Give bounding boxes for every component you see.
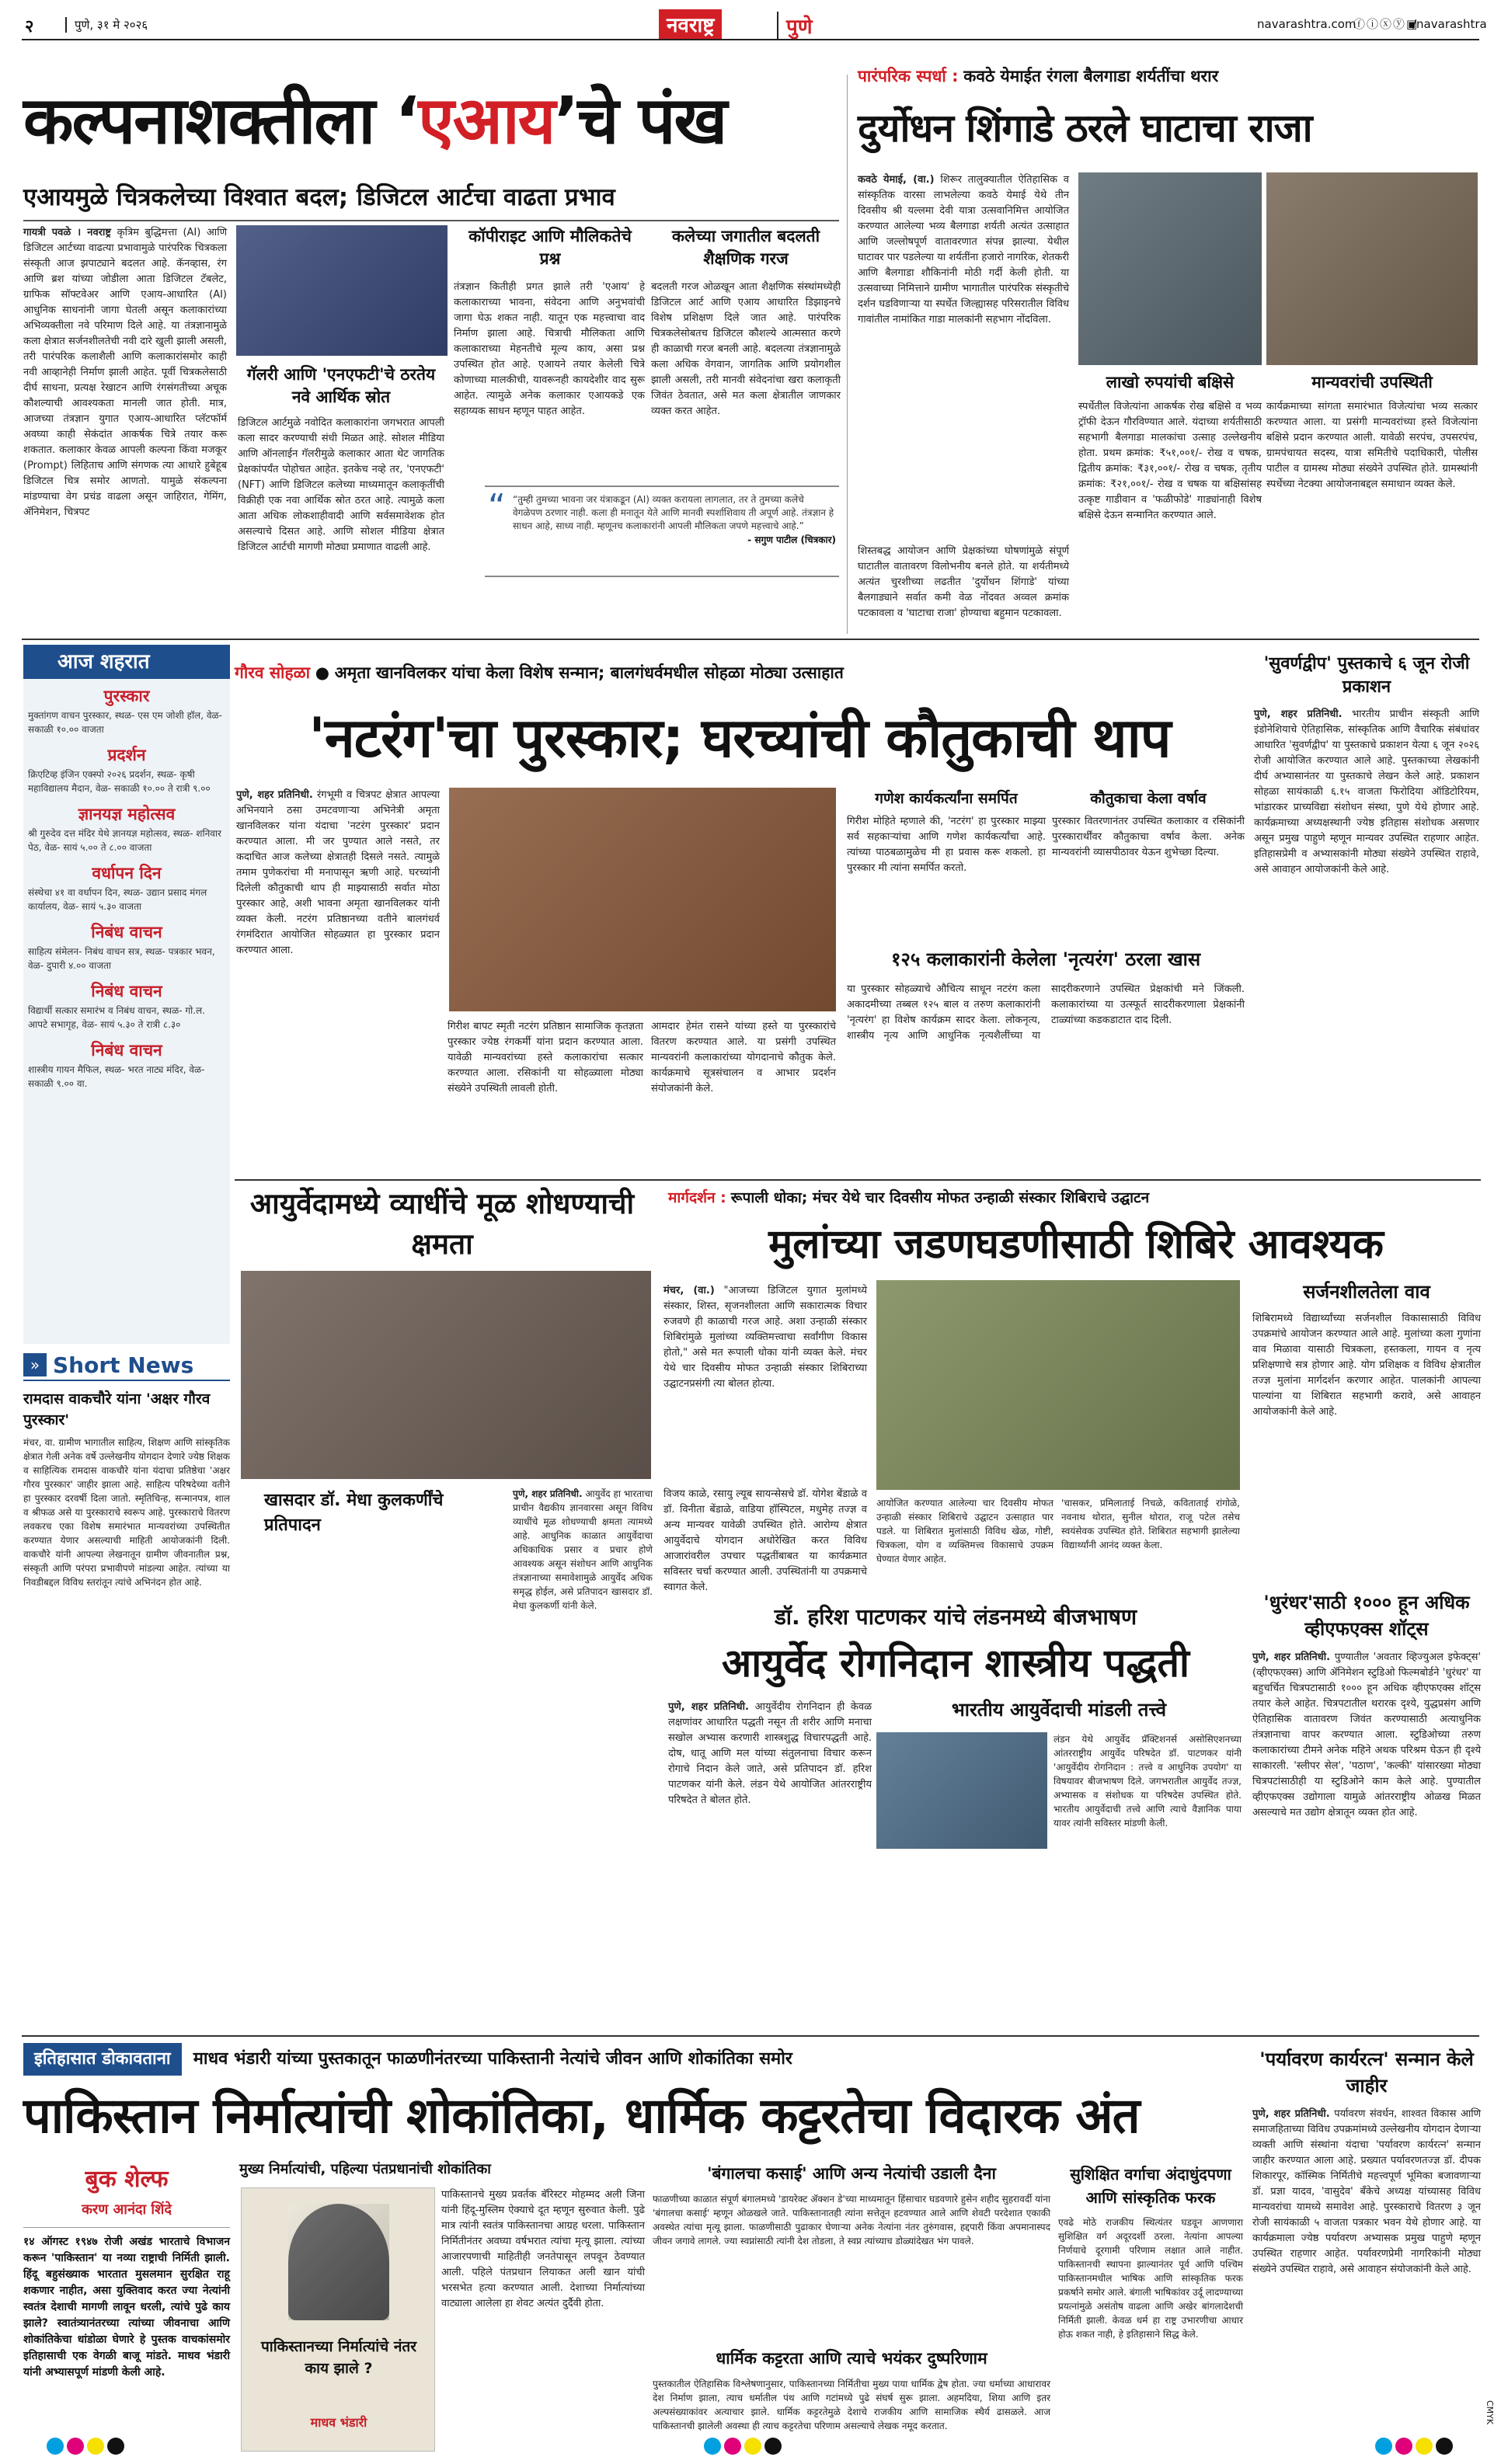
book-cover-portrait (288, 2204, 389, 2320)
bull-prize-body: स्पर्धेतील विजेत्यांना आकर्षक रोख बक्षिसे व भव्य ट्रॉफी देऊन गौरविण्यात आले. यंदाच्या शर्यतीसाठी सहभागी बैलगाडा मालकांचा उत्साह उल्लेखनीय होता. प्रथम क्रमांक: ₹५१,००१/- रोख व चषक, द्वितीय क्रमांक: ₹३१,००१/- रोख व चषक, तृतीय क्रमांक: ₹२१,००१/- रोख व चषक या बक्षिसांसह उत्कृष्ट गाडीवान व 'फळीफोडे' गाड्यांनाही विशेष बक्षिसे देऊन सन्मानित करण्यात आले. (1078, 401, 1262, 521)
listing-item-title: निबंध वाचन (91, 982, 162, 1001)
ai-photo (236, 225, 448, 356)
cmyk-label: CMYK (1485, 2400, 1495, 2425)
bull-body-col1: कवठे येमाई, (वा.) शिरूर तालुक्यातील ऐतिहासिक व सांस्कृतिक वारसा लाभलेल्या कवठे येमाई येथे तीन दिवसीय श्री यल्लमा देवी यात्रा उत्सवानिमित्त आयोजित करण्यात आलेल्या भव्य बैलगाडा शर्यती अत्यंत उत्साहात आणि जल्लोषपूर्ण वातावरणात संपन्न झाल्या. येथील घाटावर पार पडलेल्या या शर्यतींना हजारो नागरिक, शेतकरी आणि बैलगाडा शौकिनांनी मोठी गर्दी केली होती. या उत्सवाच्या निमित्ताने ग्रामीण भागातील पारंपरिक संस्कृतीचे दर्शन घडविणाऱ्या या स्पर्धेत जिल्ह्यासह परिसरातील विविध गावांतील नामांकित गाडा मालकांनी सहभाग नोंदविला. (858, 174, 1069, 325)
bull-headline: दुर्योधन शिंगाडे ठरले घाटाचा राजा (858, 106, 1312, 151)
pak-cult-body: एवढे मोठे राजकीय स्थित्यंतर घडवून आणणारा सुशिक्षित वर्ग अदूरदर्शी ठरला. नेत्यांना आपल्या निर्णयाचे दूरगामी परिणाम लक्षात आले नाहीत. पाकिस्तानची स्थापना झाल्यानंतर पूर्व आणि पश्चिम पाकिस्तानमधील भाषिक आणि सांस्कृतिक फरक प्रकर्षाने समोर आले. बंगाली भाषिकांवर उर्दू लादण्याच्या प्रयत्नांमुळे असंतोष वाढला आणि अखेर बांगलादेशची निर्मिती झाली. केवळ धर्म हा राष्ट्र उभारणीचा आधार होऊ शकत नाही, हे इतिहासाने सिद्ध केले. (1058, 2217, 1243, 2340)
patankar-photo (876, 1732, 1047, 1849)
registration-mark (67, 2438, 84, 2455)
registration-mark (1375, 2438, 1392, 2455)
pak-drama-head: धार्मिक कट्टरता आणि त्याचे भयंकर दुष्परिणाम (716, 2349, 987, 2368)
listing-item (28, 802, 225, 854)
registration-mark (724, 2438, 741, 2455)
listing-item-title: वर्धापन दिन (92, 864, 162, 882)
registration-mark (1395, 2438, 1412, 2455)
camp-kicker: मार्गदर्शन : रूपाली धोका; मंचर येथे चार दिवसीय मोफत उन्हाळी संस्कार शिबिराचे उद्घाटन (668, 1189, 1150, 1206)
bull-trophy-photo (1078, 172, 1262, 365)
bull-prize-head: लाखो रुपयांची बक्षिसे (1106, 373, 1235, 392)
ai-quote-box: “ “तुम्ही तुमच्या भावना जर यंत्राकडून (AI) व्यक्त करायला लागलात, तर ते तुमच्या कलेचे वेगळेपण ठरणार नाही. कला ही मनातून येते आणि मानवी स्पर्शाशिवाय ती अपूर्ण आहे. तंत्रज्ञान हे साधन आहे, साध्य नाही. म्हणूनच कलाकारांनी आपली मौलिकता जपणे महत्त्वाचे आहे.” - सगुण पाटील (चित्रकार) (485, 485, 839, 577)
social-handle[interactable]: /navarashtra (1412, 17, 1487, 31)
listing-item-title: निबंध वाचन (91, 1041, 162, 1060)
listing-item (28, 743, 225, 795)
ayur-body-col1: पुणे, शहर प्रतिनिधी. आयुर्वेद हा भारताचा प्राचीन वैद्यकीय ज्ञानवारसा असून विविध व्याधींचे मूळ शोधण्याची क्षमता त्यामध्ये आहे. आधुनिक काळात आयुर्वेदाचा अधिकाधिक प्रसार व प्रचार होणे आवश्यक असून संशोधन आणि आधुनिक तंत्रज्ञानाच्या समावेशामुळे आयुर्वेद अधिक समृद्ध होईल, असे प्रतिपादन खासदार डॉ. मेधा कुलकर्णी यांनी केले. (513, 1488, 653, 1611)
listing-item-title: ज्ञानयज्ञ महोत्सव (78, 805, 176, 823)
ai-headline: कल्पनाशक्तीला ‘एआय’चे पंख (23, 82, 726, 158)
listing-items (23, 679, 230, 1101)
brand-logo: नवराष्ट्र (659, 9, 722, 39)
book-cover: पाकिस्तानच्या निर्मात्यांचे नंतर काय झाले ? माधव भंडारी (241, 2187, 435, 2452)
bull-body-col2: शिस्तबद्ध आयोजन आणि प्रेक्षकांच्या घोषणांमुळे संपूर्ण घाटातील वातावरण विलोभनीय बनले होते. या शर्यतीमध्ये अत्यंत चुरशीच्या लढतीत 'दुर्योधन शिंगाडे' यांच्या बैलगाड्याने सर्वात कमी वेळ नोंदवत अव्वल क्रमांक पटकावला व 'घाटाचा राजा' होण्याचा बहुमान पटकावला. (858, 545, 1069, 619)
listing-item (28, 1038, 225, 1091)
bull-winners-photo (1266, 172, 1478, 365)
header-date: पुणे, ३१ मे २०२६ (65, 17, 148, 33)
natarang-kicker: गौरव सोहळा ● अमृता खानविलकर यांचा केला विशेष सन्मान; बालगंधर्वमधील सोहळा मोठ्या उत्साहात (235, 663, 844, 682)
short-news-head: रामदास वाकचौरे यांना 'अक्षर गौरव पुरस्कार' (23, 1390, 211, 1429)
registration-mark (107, 2438, 124, 2455)
ai-gallery-body: डिजिटल आर्टमुळे नवोदित कलाकारांना जगभरात आपली कला सादर करण्याची संधी मिळत आहे. सोशल मीडिया आणि ऑनलाईन गॅलरीमुळे कलाकार आता थेट जागतिक प्रेक्षकांपर्यंत पोहोचत आहेत. इतकेच नव्हे तर, 'एनएफटी' (NFT) आणि डिजिटल कलेच्या माध्यमातून कलाकृतींची विक्रीही एक नवा आर्थिक स्रोत ठरत आहे. त्यामुळे कला आता अधिक लोकशाहीवादी आणि सर्वसमावेशक होत असल्याचे दिसत आहे. आणि सोशल मीडिया क्षेत्रात डिजिटल आर्टची मागणी मोठ्या प्रमाणात वाढली आहे. (238, 417, 444, 553)
registration-mark (704, 2438, 721, 2455)
listing-item-detail: संस्थेचा ४१ वा वर्धापन दिन, स्थळ- उद्यान प्रसाद मंगल कार्यालय, वेळ- सायं ५.३० वाजता (28, 887, 207, 912)
kautuk-head: कौतुकाचा केला वर्षाव (1090, 790, 1207, 807)
listing-item-detail: विद्यार्थी सत्कार समारंभ व निबंध वाचन, स्थळ- गो.ल. आपटे सभागृह, वेळ- सायं ५.३० ते रात्री ८.३० (28, 1005, 205, 1030)
listing-item-detail: मुक्तांगण वाचन पुरस्कार, स्थळ- एस एम जोशी हॉल, वेळ- सकाळी १०.०० वाजता (28, 710, 222, 735)
pak-headline: पाकिस्तान निर्मात्यांची शोकांतिका, धार्मिक कट्टरतेचा विदारक अंत (23, 2087, 1140, 2144)
natarang-body-col3: आमदार हेमंत रासने यांच्या हस्ते या पुरस्कारांचे वितरण करण्यात आले. या प्रसंगी उपस्थित मान्यवरांनी कलाकारांच्या योगदानाचे कौतुक केले. कार्यक्रमाचे सूत्रसंचालन व आभार प्रदर्शन संयोजकांनी केले. (651, 1021, 836, 1095)
pak-bengal-body: फाळणीच्या काळात संपूर्ण बंगालमध्ये 'डायरेक्ट ॲक्शन डे'च्या माध्यमातून हिंसाचार घडवणारे हुसेन शहीद सुहरावर्दी यांना 'बंगालचा कसाई' म्हणून ओळखले जाते. पाकिस्तानातही त्यांना सत्तेतून हटवण्यात आले आणि शेवटी परदेशात एकाकी अवस्थेत त्यांचा मृत्यू झाला. फाळणीसाठी पुढाकार घेणाऱ्या अनेक नेत्यांना नंतर तुरुंगवास, हद्दपारी किंवा अपमानास्पद जीवन जगावे लागले. ज्या स्वप्नांसाठी त्यांनी देश तोडला, ते स्वप्न त्यांच्याच डोळ्यांदेखत भंग पावले. (653, 2194, 1050, 2246)
listing-item (28, 684, 225, 736)
listing-sidebar (23, 645, 230, 1344)
patankar-box-body: लंडन येथे आयुर्वेद प्रॅक्टिशनर्स असोसिएशनच्या आंतरराष्ट्रीय आयुर्वेद परिषदेत डॉ. पाटणकर यांनी 'आयुर्वेदीय रोगनिदान : तत्त्वे व आधुनिक उपयोग' या विषयावर बीजभाषण दिले. जगभरातील आयुर्वेद तज्ज्ञ, अभ्यासक व संशोधक या परिषदेस उपस्थित होते. भारतीय आयुर्वेदाची तत्त्वे आणि त्याचे वैज्ञानिक पाया यावर त्यांनी सविस्तर मांडणी केली. (1053, 1734, 1242, 1829)
env-head: 'पर्यावरण कार्यरत्न' सन्मान केले जाहीर (1259, 2048, 1474, 2097)
nritya-head: १२५ कलाकारांनी केलेला 'नृत्यरंग' ठरला खास (890, 948, 1201, 970)
header-edition: पुणे (777, 12, 813, 40)
ai-copyright-head: कॉपीराइट आणि मौलिकतेचे प्रश्न (468, 227, 632, 268)
listing-item-detail: क्रिएटिव्ह इंजिन एक्स्पो २०२६ प्रदर्शन, स्थळ- कृषी महाविद्यालय मैदान, वेळ- सकाळी १०.०० ते रात्री ९.०० (28, 769, 211, 794)
natarang-body-col2: गिरीश बापट स्मृती नटरंग प्रतिष्ठान सामाजिक कृतज्ञता पुरस्कार ज्येष्ठ रंगकर्मी यांना प्रदान करण्यात आला. यावेळी मान्यवरांच्या हस्ते कलाकारांचा सत्कार करण्यात आला. रसिकांनी या सोहळ्याला मोठ्या संख्येने उपस्थिती लावली होती. (448, 1021, 643, 1095)
ganesh-head: गणेश कार्यकर्त्यांना समर्पित (875, 790, 1018, 807)
masthead (22, 9, 1487, 40)
registration-mark (87, 2438, 104, 2455)
natarang-photo (449, 788, 836, 1011)
short-news-title: » Short News (23, 1350, 230, 1381)
patankar-kicker: डॉ. हरिश पाटणकर यांचे लंडनमध्ये बीजभाषण (774, 1604, 1137, 1630)
registration-mark (1416, 2438, 1433, 2455)
divider (23, 220, 839, 221)
book-shelf-logo: बुक शेल्फ करण आनंदा शिंदे (23, 2159, 230, 2228)
camp-body-col3: 'चासकर, प्रमिलाताई निचळे, कविताताई रांगोळे, नवनाथ थोरात, सुनील थोरात, राजू पटेल तसेच स्वयंसेवक उपस्थित होते. शिबिरात सहभागी झालेल्या विद्यार्थ्यांनी आनंद व्यक्त केला. (1061, 1498, 1240, 1550)
listing-item-title: पुरस्कार (103, 687, 150, 705)
camp-photo (876, 1280, 1240, 1490)
listing-item (28, 920, 225, 973)
listing-item-title: निबंध वाचन (91, 923, 162, 941)
site-url[interactable]: navarashtra.com (1257, 17, 1356, 31)
ayur-headline: आयुर्वेदामध्ये व्याधींचे मूळ शोधण्याची क्षमता (249, 1187, 635, 1261)
ai-copyright-body: तंत्रज्ञान कितीही प्रगत झाले तरी 'एआय' हे कलाकाराच्या भावना, संवेदना आणि अनुभवांची जागा घेऊ शकत नाही. यातून एक महत्त्वाचा वाद निर्माण झाला आहे. चित्राची मौलिकता आणि कलाकाराच्या मेहनतीचे मूल्य काय, असा प्रश्न उपस्थित होत आहे. एआयने तयार केलेली चित्रे कोणाच्या मालकीची, यावरूनही कायदेशीर वाद सुरू आहेत. त्यामुळे अनेक कलाकार एआयकडे एक सहाय्यक साधन म्हणून पाहत आहेत. (454, 281, 645, 417)
vfx-head: 'धुरंधर'साठी १००० हून अधिक व्हीएफएक्स शॉट्स (1263, 1592, 1470, 1640)
camp-body-col2: आयोजित करण्यात आलेल्या चार दिवसीय मोफत उन्हाळी संस्कार शिबिराचे उद्घाटन उत्साहात पार पडले. या शिबिरात मुलांसाठी विविध खेळ, गोष्टी, चित्रकला, योग व व्यक्तिमत्त्व विकासाचे उपक्रम घेण्यात येणार आहेत. (876, 1498, 1053, 1564)
listing-title: आज शहरात (23, 645, 230, 679)
patankar-body-col1: पुणे, शहर प्रतिनिधी. आयुर्वेदीय रोगनिदान ही केवळ लक्षणांवर आधारित पद्धती नसून ती शरीर आणि मनाचा सखोल अभ्यास करणारी शास्त्रशुद्ध विचारपद्धती आहे. दोष, धातू आणि मल यांच्या संतुलनाचा विचार करून रोगाचे निदान केले जाते, असे प्रतिपादन डॉ. हरिश पाटणकर यांनी केले. लंडन येथे आयोजित आंतरराष्ट्रीय परिषदेत ते बोलत होते. (668, 1701, 872, 1806)
pak-bengal-head: 'बंगालचा कसाई' आणि अन्य नेत्यांची उडाली दैना (707, 2164, 996, 2183)
suvarnadweep-head: 'सुवर्णद्वीप' पुस्तकाचे ६ जून रोजी प्रकाशन (1263, 654, 1470, 697)
page-number: २ (25, 17, 34, 37)
quote-mark-icon: “ (488, 487, 506, 527)
bull-guest-head: मान्यवरांची उपस्थिती (1311, 373, 1433, 392)
pak-cult-head: सुशिक्षित वर्गाचा अंदाधुंदपणा आणि सांस्कृतिक फरक (1070, 2165, 1231, 2207)
listing-item-detail: साहित्य संमेलन- निबंध वाचन सत्र, स्थळ- पत्रकार भवन, वेळ- दुपारी ४.०० वाजता (28, 946, 215, 971)
bull-guest-body: कार्यक्रमाच्या सांगता समारंभात विजेत्यांचा भव्य सत्कार करण्यात आला. या प्रसंगी मान्यवरांच्या हस्ते विजेत्यांना बक्षिसे प्रदान करण्यात आली. यावेळी सरपंच, उपसरपंच, ग्रामपंचायत सदस्य, यात्रा समितीचे पदाधिकारी, पोलीस पाटील व ग्रामस्थ मोठ्या संख्येने उपस्थित होते. ग्रामस्थांनी स्पर्धेच्या नेटक्या आयोजनाबद्दल समाधान व्यक्त केले. (1266, 401, 1478, 490)
bull-kicker: पारंपरिक स्पर्धा : कवठे येमाईत रंगला बैलगाडा शर्यतींचा थरार (858, 67, 1219, 85)
pak-kicker-bar: इतिहासात डोकावताना माधव भंडारी यांच्या पुस्तकातून फाळणीनंतरच्या पाकिस्तानी नेत्यांचे जीवन आणि शोकांतिका समोर (23, 2043, 1251, 2076)
ayur-photo (241, 1271, 651, 1479)
ai-gallery-head: गॅलरी आणि 'एनएफटी'चे ठरतेय नवे आर्थिक स्रोत (246, 365, 436, 406)
listing-item (28, 861, 225, 914)
kautuk-body: पुरस्कार वितरणानंतर उपस्थित कलाकार व रसिकांनी पुरस्कारार्थींवर कौतुकाचा वर्षाव केला. अनेक मान्यवरांनी व्यासपीठावर येऊन शुभेच्छा दिल्या. (1052, 816, 1245, 858)
listing-item-detail: श्री गुरुदेव दत्त मंदिर येथे ज्ञानयज्ञ महोत्सव, स्थळ- शनिवार पेठ, वेळ- सायं ५.०० ते ८.०० वाजता (28, 828, 221, 853)
suvarnadweep-box: 'सुवर्णद्वीप' पुस्तकाचे ६ जून रोजी प्रकाशन पुणे, शहर प्रतिनिधी. भारतीय प्राचीन संस्कृती आणि इंडोनेशियाचे ऐतिहासिक, सांस्कृतिक आणि वैचारिक संबंधांवर आधारित 'सुवर्णद्वीप' या पुस्तकाचे प्रकाशन येत्या ६ जून २०२६ रोजी आयोजित करण्यात आले आहे. पुस्तकाच्या लेखकांनी दीर्घ अभ्यासानंतर या पुस्तकाचे लेखन केले आहे. प्रकाशन सोहळा सायंकाळी ६.१५ वाजता फिरोदिया ऑडिटोरियम, भांडारकर प्राच्यविद्या संशोधन संस्था, पुणे येथे होणार आहे. कार्यक्रमाच्या अध्यक्षस्थानी ज्येष्ठ इतिहास संशोधक असणार असून प्रमुख पाहुणे म्हणून मान्यवर उपस्थित राहणार आहेत. इतिहासप्रेमी व अभ्यासकांनी मोठ्या संख्येने उपस्थित राहावे, असे आवाहन आयोजकांनी केले आहे. (1254, 649, 1479, 1178)
listing-item-detail: शास्त्रीय गायन मैफिल, स्थळ- भरत नाट्य मंदिर, वेळ- सकाळी ९.०० वा. (28, 1064, 205, 1089)
nritya-body: या पुरस्कार सोहळ्याचे औचित्य साधून नटरंग कला अकादमीच्या तब्बल १२५ बाल व तरुण कलाकारांनी 'नृत्यरंग' हा विशेष कार्यक्रम सादर केला. लोकनृत्य, शास्त्रीय नृत्य आणि आधुनिक नृत्यशैलींच्या या सादरीकरणाने उपस्थित प्रेक्षकांची मने जिंकली. कलाकारांच्या या उत्स्फूर्त सादरीकरणाला प्रेक्षकांनी टाळ्यांच्या कडकडाटात दाद दिली. (847, 983, 1245, 1042)
ganesh-body: गिरीश मोहिते म्हणाले की, 'नटरंग' हा पुरस्कार माझ्या सर्व सहकाऱ्यांचा आणि गणेश कार्यकर्त्यांचा आहे. त्यांच्या पाठबळामुळेच मी हा प्रवास करू शकलो. हा पुरस्कार मी त्यांना समर्पित करतो. (847, 816, 1046, 874)
short-news-box: » Short News रामदास वाकचौरे यांना 'अक्षर गौरव पुरस्कार' मंचर, वा. ग्रामीण भागातील साहित्य, शिक्षण आणि सांस्कृतिक क्षेत्रात गेली अनेक वर्षे उल्लेखनीय योगदान देणारे ज्येष्ठ शिक्षक व साहित्यिक रामदास वाकचौरे यांना यंदाचा प्रतिष्ठेचा 'अक्षर गौरव पुरस्कार' जाहीर झाला आहे. साहित्य परिषदेच्या वतीने हा पुरस्कार दरवर्षी दिला जातो. स्मृतिचिन्ह, सन्मानपत्र, शाल व श्रीफळ असे या पुरस्काराचे स्वरूप आहे. पुरस्काराचे वितरण लवकरच एका विशेष समारंभात मान्यवरांच्या उपस्थितीत करण्यात येणार असल्याची माहिती आयोजकांनी दिली. वाकचौरे यांनी आपल्या लेखनातून ग्रामीण जीवनातील प्रश्न, संस्कृती आणि परंपरा प्रभावीपणे मांडल्या आहेत. त्यांच्या या निवडीबद्दल विविध स्तरांतून त्यांचे अभिनंदन होत आहे. (23, 1350, 230, 1832)
pak-first-body: पाकिस्तानचे मुख्य प्रवर्तक बॅरिस्टर मोहम्मद अली जिना यांनी हिंदू-मुस्लिम ऐक्याचे दूत म्हणून सुरुवात केली. पुढे मात्र त्यांनी स्वतंत्र पाकिस्तानचा आग्रह धरला. पाकिस्तान निर्मितीनंतर अवघ्या वर्षभरात त्यांचा मृत्यू झाला. त्यांच्या आजारपणाची माहितीही जनतेपासून लपवून ठेवण्यात आली. पहिले पंतप्रधान लियाकत अली खान यांची भरसभेत हत्या करण्यात आली. देशाच्या निर्मात्यांच्या वाट्याला आलेला हा शेवट अत्यंत दुर्दैवी होता. (441, 2189, 645, 2309)
pak-drama-body: पुस्तकातील ऐतिहासिक विश्लेषणानुसार, पाकिस्तानच्या निर्मितीचा मुख्य पाया धार्मिक द्वेष होता. ज्या धर्माच्या आधारावर देश निर्माण झाला, त्याच धर्मातील पंथ आणि गटांमध्ये पुढे संघर्ष सुरू झाला. अहमदिया, शिया आणि इतर अल्पसंख्याकांवर अत्याचार झाले. धार्मिक कट्टरतेमुळे देशाचे राजकीय आणि सामाजिक स्थैर्य ढासळले. आज पाकिस्तानची झालेली अवस्था ही त्याच कट्टरतेचा परिणाम असल्याचे लेखक नमूद करतात. (653, 2379, 1050, 2431)
pak-intro: १४ ऑगस्ट १९४७ रोजी अखंड भारताचे विभाजन करून 'पाकिस्तान' या नव्या राष्ट्राची निर्मिती झाली. हिंदू बहुसंख्याक भारतात मुसलमान सुरक्षित राहू शकणार नाहीत, असा युक्तिवाद करत ज्या नेत्यांनी स्वतंत्र देशाची मागणी लावून धरली, त्यांचे पुढे काय झाले? स्वातंत्र्यानंतरच्या त्यांच्या जीवनाचा आणि शोकांतिकेचा धांडोळा घेणारे हे पुस्तक वाचकांसमोर इतिहासाची एक वेगळी बाजू मांडते. माधव भंडारी यांनी अभ्यासपूर्ण मांडणी केली आहे. (23, 2236, 230, 2379)
ayur-body-col2: विजय काळे, रसायु ल्यूब सायन्सेसचे डॉ. योगेश बेंडाळे व डॉ. विनीता बेंडाळे, वाडिया हॉस्पिटल, मधुमेह तज्ज्ञ व अन्य मान्यवर यावेळी उपस्थित होते. आरोग्य क्षेत्रात आयुर्वेदाचे योगदान अधोरेखित करत विविध आजारांवरील उपचार पद्धतींबाबत या कार्यक्रमात सविस्तर चर्चा करण्यात आली. उपस्थितांनी या उपक्रमाचे स्वागत केले. (663, 1488, 867, 1593)
listing-item-title: प्रदर्शन (107, 746, 146, 764)
listing-item (28, 979, 225, 1032)
ai-world-body: बदलती गरज ओळखून आता शैक्षणिक संस्थांमध्येही डिजिटल आर्ट आणि एआय आधारित डिझाइनचे विशेष प्रशिक्षण दिले जात आहे. पारंपरिक चित्रकलेसोबतच डिजिटल कौशल्ये आत्मसात करणे ही काळाची गरज बनली आहे. बदलत्या तंत्रज्ञानामुळे कला अधिक वेगवान, जागतिक आणि प्रयोगशील झाली असली, तरी मानवी संवेदनांचा खरा कलाकृती जिवंत ठेवतात, असे मत कला क्षेत्रातील जाणकार व्यक्त करत आहेत. (651, 281, 841, 417)
ai-body-col1: गायत्री पवळे । नवराष्ट्र कृत्रिम बुद्धिमत्ता (AI) आणि डिजिटल आर्टच्या वाढत्या प्रभावामुळे पारंपरिक चित्रकला संस्कृती आज झपाट्याने बदलत आहे. कॅनव्हास, रंग आणि ब्रश यांच्या जोडीला आता डिजिटल टॅबलेट, ग्राफिक सॉफ्टवेअर आणि एआय-आधारित (AI) आधुनिक साधनांनी जागा घेतली असून कलाकारांच्या अभिव्यक्तीला नवे परिमाण दिले आहे. या तंत्रज्ञानामुळे कला क्षेत्रात सर्जनशीलतेची नवी दारे खुली झाली असली, तरी पारंपरिक कलाशैली आणि कलाकारांसमोर काही नवी आव्हानेही निर्माण झाली आहेत. पूर्वी चित्रकलेसाठी दीर्घ साधना, प्रत्यक्ष रेखाटन आणि रंगसंगतीच्या अचूक कौशल्याची आवश्यकता मानली जात होती. मात्र, आजच्या तंत्रज्ञान युगात एआय-आधारित प्लॅटफॉर्म अवघ्या काही सेकंदांत आकर्षक चित्रे तयार करू शकतात. कलाकार केवळ आपली कल्पना किंवा मजकूर (Prompt) लिहिताच आणि संगणक त्या आधारे हुबेहूब डिजिटल चित्र समोर आणतो. यामुळे संकल्पना मांडण्याचा वेग प्रचंड वाढला असून जाहिरात, गेमिंग, ॲनिमेशन, चित्रपट (23, 227, 227, 518)
ai-byline: गायत्री पवळे । नवराष्ट्र (23, 227, 111, 238)
ayur-caption: खासदार डॉ. मेधा कुलकर्णींचे प्रतिपादन (264, 1491, 444, 1535)
arrow-icon: » (23, 1353, 47, 1376)
registration-mark (744, 2438, 761, 2455)
registration-mark (764, 2438, 782, 2455)
camp-side-body: शिबिरामध्ये विद्यार्थ्यांच्या सर्जनशील विकासासाठी विविध उपक्रमांचे आयोजन करण्यात आले आहे. मुलांच्या कला गुणांना वाव मिळावा यासाठी चित्रकला, हस्तकला, गायन व नृत्य प्रशिक्षणाचे सत्र होणार आहे. योग प्रशिक्षक व विविध क्षेत्रातील तज्ज्ञ मुलांना मार्गदर्शन करणार आहेत. पालकांनी आपल्या पाल्यांना या शिबिरात सहभागी करावे, असे आवाहन आयोजकांनी केले आहे. (1252, 1313, 1481, 1418)
camp-body-col1: मंचर, (वा.) "आजच्या डिजिटल युगात मुलांमध्ये संस्कार, शिस्त, सृजनशीलता आणि सकारात्मक विचार रुजवणे ही काळाची गरज आहे. अशा उन्हाळी संस्कार शिबिरांमुळे मुलांच्या व्यक्तिमत्त्वाचा सर्वांगीण विकास होतो," असे मत रूपाली धोका यांनी व्यक्त केले. मंचर येथे चार दिवसीय मोफत उन्हाळी संस्कार शिबिराच्या उद्घाटनप्रसंगी त्या बोलत होत्या. (663, 1285, 867, 1390)
natarang-body-col1: पुणे, शहर प्रतिनिधी. रंगभूमी व चित्रपट क्षेत्रात आपल्या अभिनयाने ठसा उमटवणाऱ्या अभिनेत्री अमृता खानविलकर यांना यंदाचा 'नटरंग पुरस्कार' प्रदान करण्यात आला. मी जर पुण्यात आले नसते, तर कदाचित आज कलेच्या क्षेत्रातही दिसले नसते. त्यामुळे तमाम पुणेकरांचा मी मनापासून ऋणी आहे. घरच्यांनी दिलेली कौतुकाची थाप ही माझ्यासाठी सर्वात मोठा पुरस्कार आहे, अशी भावना अमृता खानविलकर यांनी व्यक्त केली. नटरंग प्रतिष्ठानच्या वतीने बालगंधर्व रंगमंदिरात आयोजित सोहळ्यात हा पुरस्कार प्रदान करण्यात आला. (236, 789, 441, 956)
ai-world-head: कलेच्या जगातील बदलती शैक्षणिक गरज (671, 227, 820, 268)
camp-side-head: सर्जनशीलतेला वाव (1303, 1281, 1430, 1303)
camp-headline: मुलांच्या जडणघडणीसाठी शिबिरे आवश्यक (768, 1221, 1384, 1268)
pak-first-head: मुख्य निर्मात्यांची, पहिल्या पंतप्रधानांची शोकांतिका (239, 2161, 491, 2177)
ai-subhead: एआयमुळे चित्रकलेच्या विश्वात बदल; डिजिटल आर्टचा वाढता प्रभाव (23, 183, 615, 211)
patankar-headline: आयुर्वेद रोगनिदान शास्त्रीय पद्धती (722, 1641, 1189, 1686)
registration-mark (1436, 2438, 1453, 2455)
registration-mark (47, 2438, 64, 2455)
social-icons: ⓕⓘⓧⓨ▣ (1353, 17, 1419, 31)
patankar-box-head: भारतीय आयुर्वेदाची मांडली तत्त्वे (951, 1699, 1167, 1721)
vfx-box: 'धुरंधर'साठी १००० हून अधिक व्हीएफएक्स शॉट्स पुणे, शहर प्रतिनिधी. पुण्यातील 'अवतार व्हिज्युअल इफेक्ट्स' (व्हीएफएक्स) आणि ॲनिमेशन स्टुडिओ फिल्मबोर्डने 'धुरंधर' या बहुचर्चित चित्रपटासाठी १००० हून अधिक व्हीएफएक्स शॉट्स तयार केले आहेत. चित्रपटातील थरारक दृश्ये, युद्धप्रसंग आणि ऐतिहासिक वातावरण जिवंत करण्यासाठी अत्याधुनिक तंत्रज्ञानाचा वापर करण्यात आला. स्टुडिओच्या तरुण कलाकारांच्या टीमने अनेक महिने अथक परिश्रम घेऊन ही दृश्ये साकारली. 'स्लीपर सेल', 'पठाण', 'कल्की' यांसारख्या मोठ्या चित्रपटांसाठीही या स्टुडिओने काम केले आहे. पुण्यातील व्हीएफएक्स उद्योगाला यामुळे आंतरराष्ट्रीय ओळख मिळत असल्याचे मत उद्योग क्षेत्रातून व्यक्त होत आहे. (1252, 1585, 1481, 2027)
env-box: 'पर्यावरण कार्यरत्न' सन्मान केले जाहीर पुणे, शहर प्रतिनिधी. पर्यावरण संवर्धन, शाश्वत विकास आणि समाजहिताच्या विविध उपक्रमांमध्ये उल्लेखनीय योगदान देणाऱ्या व्यक्ती आणि संस्थांना यंदाचा 'पर्यावरण कार्यरत्न' सन्मान जाहीर करण्यात आला आहे. प्रख्यात पर्यावरणतज्ज्ञ डॉ. दीपक शिकारपूर, कॉस्मिक निर्मितीचे महत्त्वपूर्ण भूमिका बजावणाऱ्या डॉ. प्रज्ञा यादव, 'वासुदेव' बँकेचे अध्यक्ष यांच्यासह विविध मान्यवरांचा यामध्ये समावेश आहे. पुरस्काराचे वितरण ३ जून रोजी सायंकाळी ५ वाजता पत्रकार भवन येथे होणार आहे. या कार्यक्रमाला ज्येष्ठ पर्यावरण अभ्यासक प्रमुख पाहुणे म्हणून उपस्थित राहणार आहेत. पर्यावरणप्रेमी नागरिकांनी मोठ्या संख्येने उपस्थित राहावे, असे आवाहन संयोजकांनी केले आहे. (1252, 2043, 1481, 2459)
natarang-headline: 'नटरंग'चा पुरस्कार; घरच्यांची कौतुकाची थाप (308, 706, 1171, 770)
